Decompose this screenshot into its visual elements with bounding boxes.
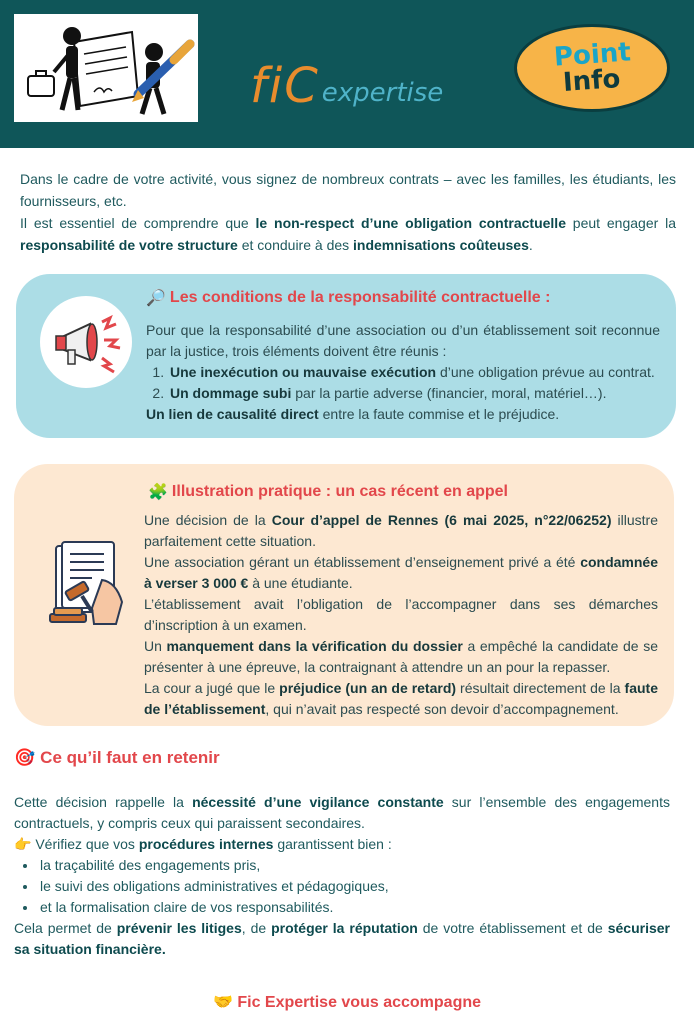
- megaphone-icon: [40, 296, 132, 388]
- illustration-title: [148, 482, 508, 502]
- badge-line-1: Point: [552, 37, 632, 73]
- list-item: • et la formalisation claire de vos responsabilités.: [38, 897, 670, 918]
- gavel-document-icon: [42, 540, 134, 632]
- illustration-line-4: Un manquement dans la vérification du dossier a empêché la candidate de se présenter à une épreuve, la contraignant à attendre un an pour la repasser.: [144, 638, 658, 675]
- conditions-title: [146, 288, 550, 308]
- list-item: 1. Une inexécution ou mauvaise exécution d’une obligation prévue au contrat.: [168, 362, 660, 383]
- retain-title-text: Ce qu’il faut en retenir: [40, 748, 220, 767]
- intro-paragraph-2: Il est essentiel de comprendre que le non-respect d’une obligation contractuelle peut engager la responsabilité de votre structure et conduire à des indemnisations coûteuses.: [20, 215, 676, 253]
- illustration-card: [14, 464, 674, 726]
- magnifier-icon: 🔎: [146, 290, 166, 307]
- retain-list: [38, 855, 670, 918]
- illustration-body: [144, 510, 658, 720]
- retain-body: [14, 792, 670, 960]
- target-icon: 🎯: [14, 748, 36, 767]
- list-item: 2. Un dommage subi par la partie adverse (financier, moral, matériel…).: [168, 383, 660, 404]
- footer-text: Fic Expertise vous accompagne: [237, 994, 482, 1011]
- header-banner: [0, 0, 694, 148]
- conditions-intro: Pour que la responsabilité d’une association ou d’un établissement soit reconnue par la justice, trois éléments doivent être réunis :: [146, 322, 660, 359]
- conditions-item-3: Un lien de causalité direct entre la faute commise et le préjudice.: [146, 406, 560, 422]
- illustration-title-text: Illustration pratique : un cas récent en appel: [171, 483, 508, 500]
- conditions-card: [16, 274, 676, 438]
- illustration-line-5: La cour a jugé que le préjudice (un an de retard) résultait directement de la faute de l’établissement, qui n’avait pas respecté son devoir d’accompagnement.: [144, 680, 658, 717]
- retain-paragraph-1: Cette décision rappelle la nécessité d’une vigilance constante sur l’ensemble des engagements contractuels, y compris ceux qui paraissent secondaires.: [14, 794, 670, 831]
- intro-paragraph-1: Dans le cadre de votre activité, vous signez de nombreux contrats – avec les familles, les étudiants, les fournisseurs, etc.: [20, 171, 676, 209]
- conditions-title-text: Les conditions de la responsabilité contractuelle :: [169, 289, 551, 306]
- conditions-body: [146, 320, 660, 425]
- logo-expertise-text: expertise: [321, 78, 444, 108]
- list-item: • le suivi des obligations administratives et pédagogiques,: [38, 876, 670, 897]
- logo-fic-text: fiC: [250, 58, 320, 114]
- badge-line-2: Info: [562, 64, 622, 98]
- fic-expertise-logo: [250, 50, 444, 114]
- list-item: • la traçabilité des engagements pris,: [38, 855, 670, 876]
- handshake-icon: 🤝: [212, 994, 233, 1011]
- retain-paragraph-2: 👉 Vérifiez que vos procédures internes garantissent bien :: [14, 836, 392, 852]
- retain-title: [14, 748, 220, 768]
- illustration-line-1: Une décision de la Cour d’appel de Rennes (6 mai 2025, n°22/06252) illustre parfaitement cette situation.: [144, 512, 658, 549]
- illustration-line-2: Une association gérant un établissement d’enseignement privé a été condamnée à verser 3 000 € à une étudiante.: [144, 554, 658, 591]
- pointing-hand-icon: 👉: [14, 836, 32, 852]
- point-info-badge: [514, 24, 670, 112]
- illustration-line-3: L’établissement avait l’obligation de l’accompagner dans ses démarches d’inscription à un examen.: [144, 596, 658, 633]
- puzzle-icon: 🧩: [148, 484, 168, 501]
- retain-paragraph-3: Cela permet de prévenir les litiges, de protéger la réputation de votre établissement et de sécuriser sa situation financière.: [14, 920, 671, 957]
- intro-text: [20, 168, 676, 256]
- contract-signing-illustration-icon: [14, 14, 198, 122]
- footer-tagline: [0, 992, 694, 1012]
